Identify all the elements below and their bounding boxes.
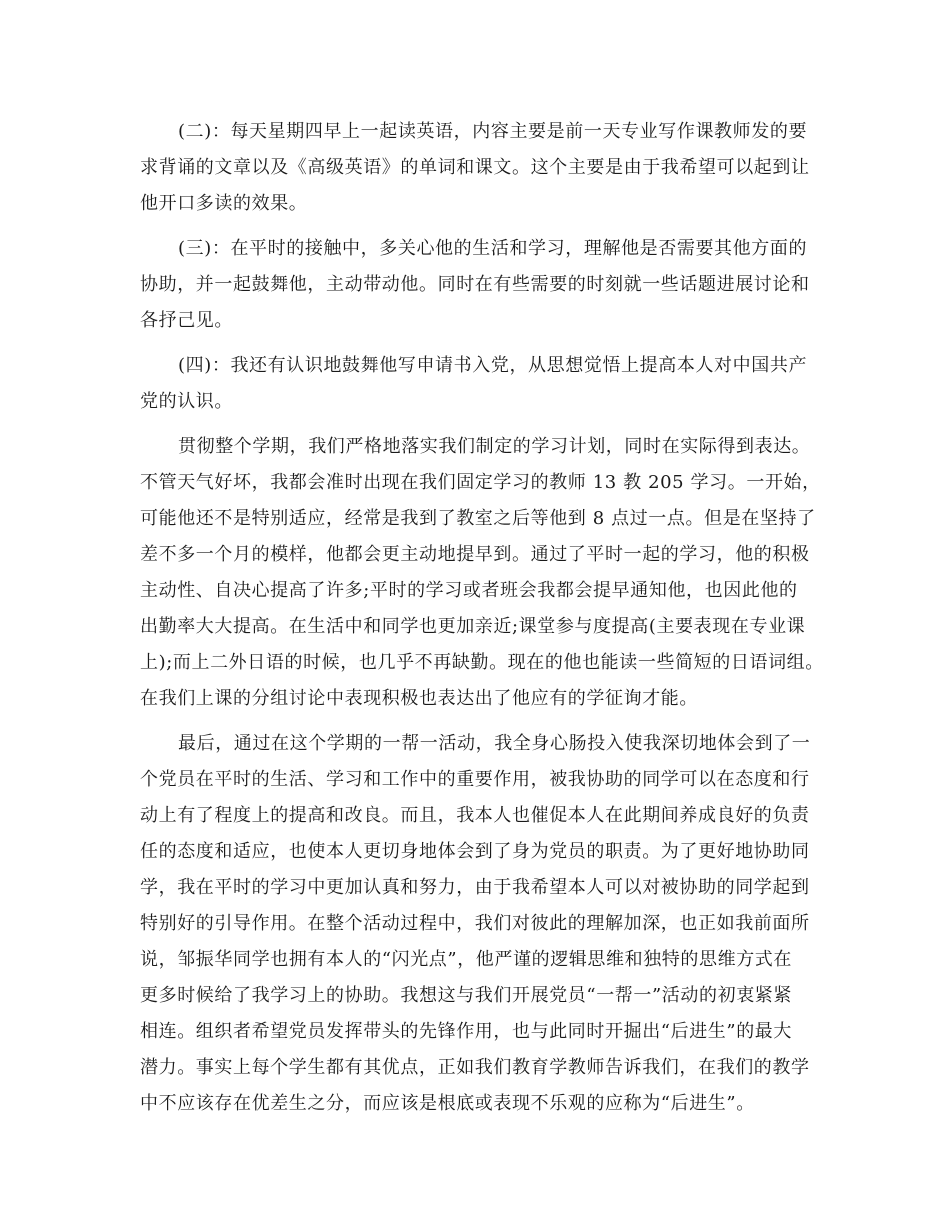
paragraph-line: (三)：在平时的接触中，多关心他的生活和学习，理解他是否需要其他方面的 [178,238,808,259]
paragraph-line: 个党员在平时的生活、学习和工作中的重要作用，被我协助的同学可以在态度和行 [140,769,810,790]
paragraph-line: 可能他还不是特别适应，经常是我到了教室之后等他到 8 点过一点。但是在坚持了 [140,508,816,529]
paragraph-line: 上);而上二外日语的时候，也几乎不再缺勤。现在的他也能读一些简短的日语词组。 [140,652,824,673]
paragraph-line: 动上有了程度上的提高和改良。而且，我本人也催促本人在此期间养成良好的负责 [140,805,810,826]
paragraph-line: (二)：每天星期四早上一起读英语，内容主要是前一天专业写作课教师发的要 [178,121,808,142]
paragraph-line: 党的认识。 [140,391,233,412]
paragraph-line: 求背诵的文章以及《高级英语》的单词和课文。这个主要是由于我希望可以起到让 [140,157,810,178]
paragraph-line: 各抒己见。 [140,310,233,331]
document-body [140,114,830,1122]
paragraph-3 [140,231,830,339]
paragraph-line: 任的态度和适应，也使本人更切身地体会到了身为党员的职责。为了更好地协助同 [140,841,810,862]
paragraph-line: 贯彻整个学期，我们严格地落实我们制定的学习计划，同时在实际得到表达。 [178,436,811,457]
paragraph-4 [140,348,830,420]
paragraph-2 [140,114,830,222]
paragraph-line: 特别好的引导作用。在整个活动过程中，我们对彼此的理解加深，也正如我前面所 [140,913,810,934]
paragraph-line: 在我们上课的分组讨论中表现积极也表达出了他应有的学征询才能。 [140,688,698,709]
paragraph-line: 最后，通过在这个学期的一帮一活动，我全身心肠投入使我深切地体会到了一 [178,733,811,754]
paragraph-semester-summary [140,429,830,717]
paragraph-line: 主动性、自决心提高了许多;平时的学习或者班会我都会提早通知他，也因此他的 [140,580,798,601]
paragraph-line: 不管天气好坏，我都会准时出现在我们固定学习的教师 13 教 205 学习。一开始， [140,472,821,493]
paragraph-line: 协助，并一起鼓舞他，主动带动他。同时在有些需要的时刻就一些话题进展讨论和 [140,274,810,295]
paragraph-line: 更多时候给了我学习上的协助。我想这与我们开展党员“一帮一”活动的初衷紧紧 [140,985,793,1006]
paragraph-line: (四)：我还有认识地鼓舞他写申请书入党，从思想觉悟上提高本人对中国共产 [178,355,808,376]
paragraph-line: 相连。组织者希望党员发挥带头的先锋作用，也与此同时开掘出“后进生”的最大 [140,1021,793,1042]
paragraph-line: 说，邹振华同学也拥有本人的“闪光点”，他严谨的逻辑思维和独特的思维方式在 [140,949,793,970]
paragraph-line: 中不应该存在优差生之分，而应该是根底或表现不乐观的应称为“后进生”。 [140,1093,755,1114]
paragraph-line: 潜力。事实上每个学生都有其优点，正如我们教育学教师告诉我们，在我们的教学 [140,1057,810,1078]
paragraph-line: 学，我在平时的学习中更加认真和努力，由于我希望本人可以对被协助的同学起到 [140,877,810,898]
paragraph-line: 出勤率大大提高。在生活中和同学也更加亲近;课堂参与度提高(主要表现在专业课 [140,616,806,637]
paragraph-line: 他开口多读的效果。 [140,193,308,214]
paragraph-line: 差不多一个月的模样，他都会更主动地提早到。通过了平时一起的学习，他的积极 [140,544,810,565]
paragraph-conclusion [140,726,830,1122]
